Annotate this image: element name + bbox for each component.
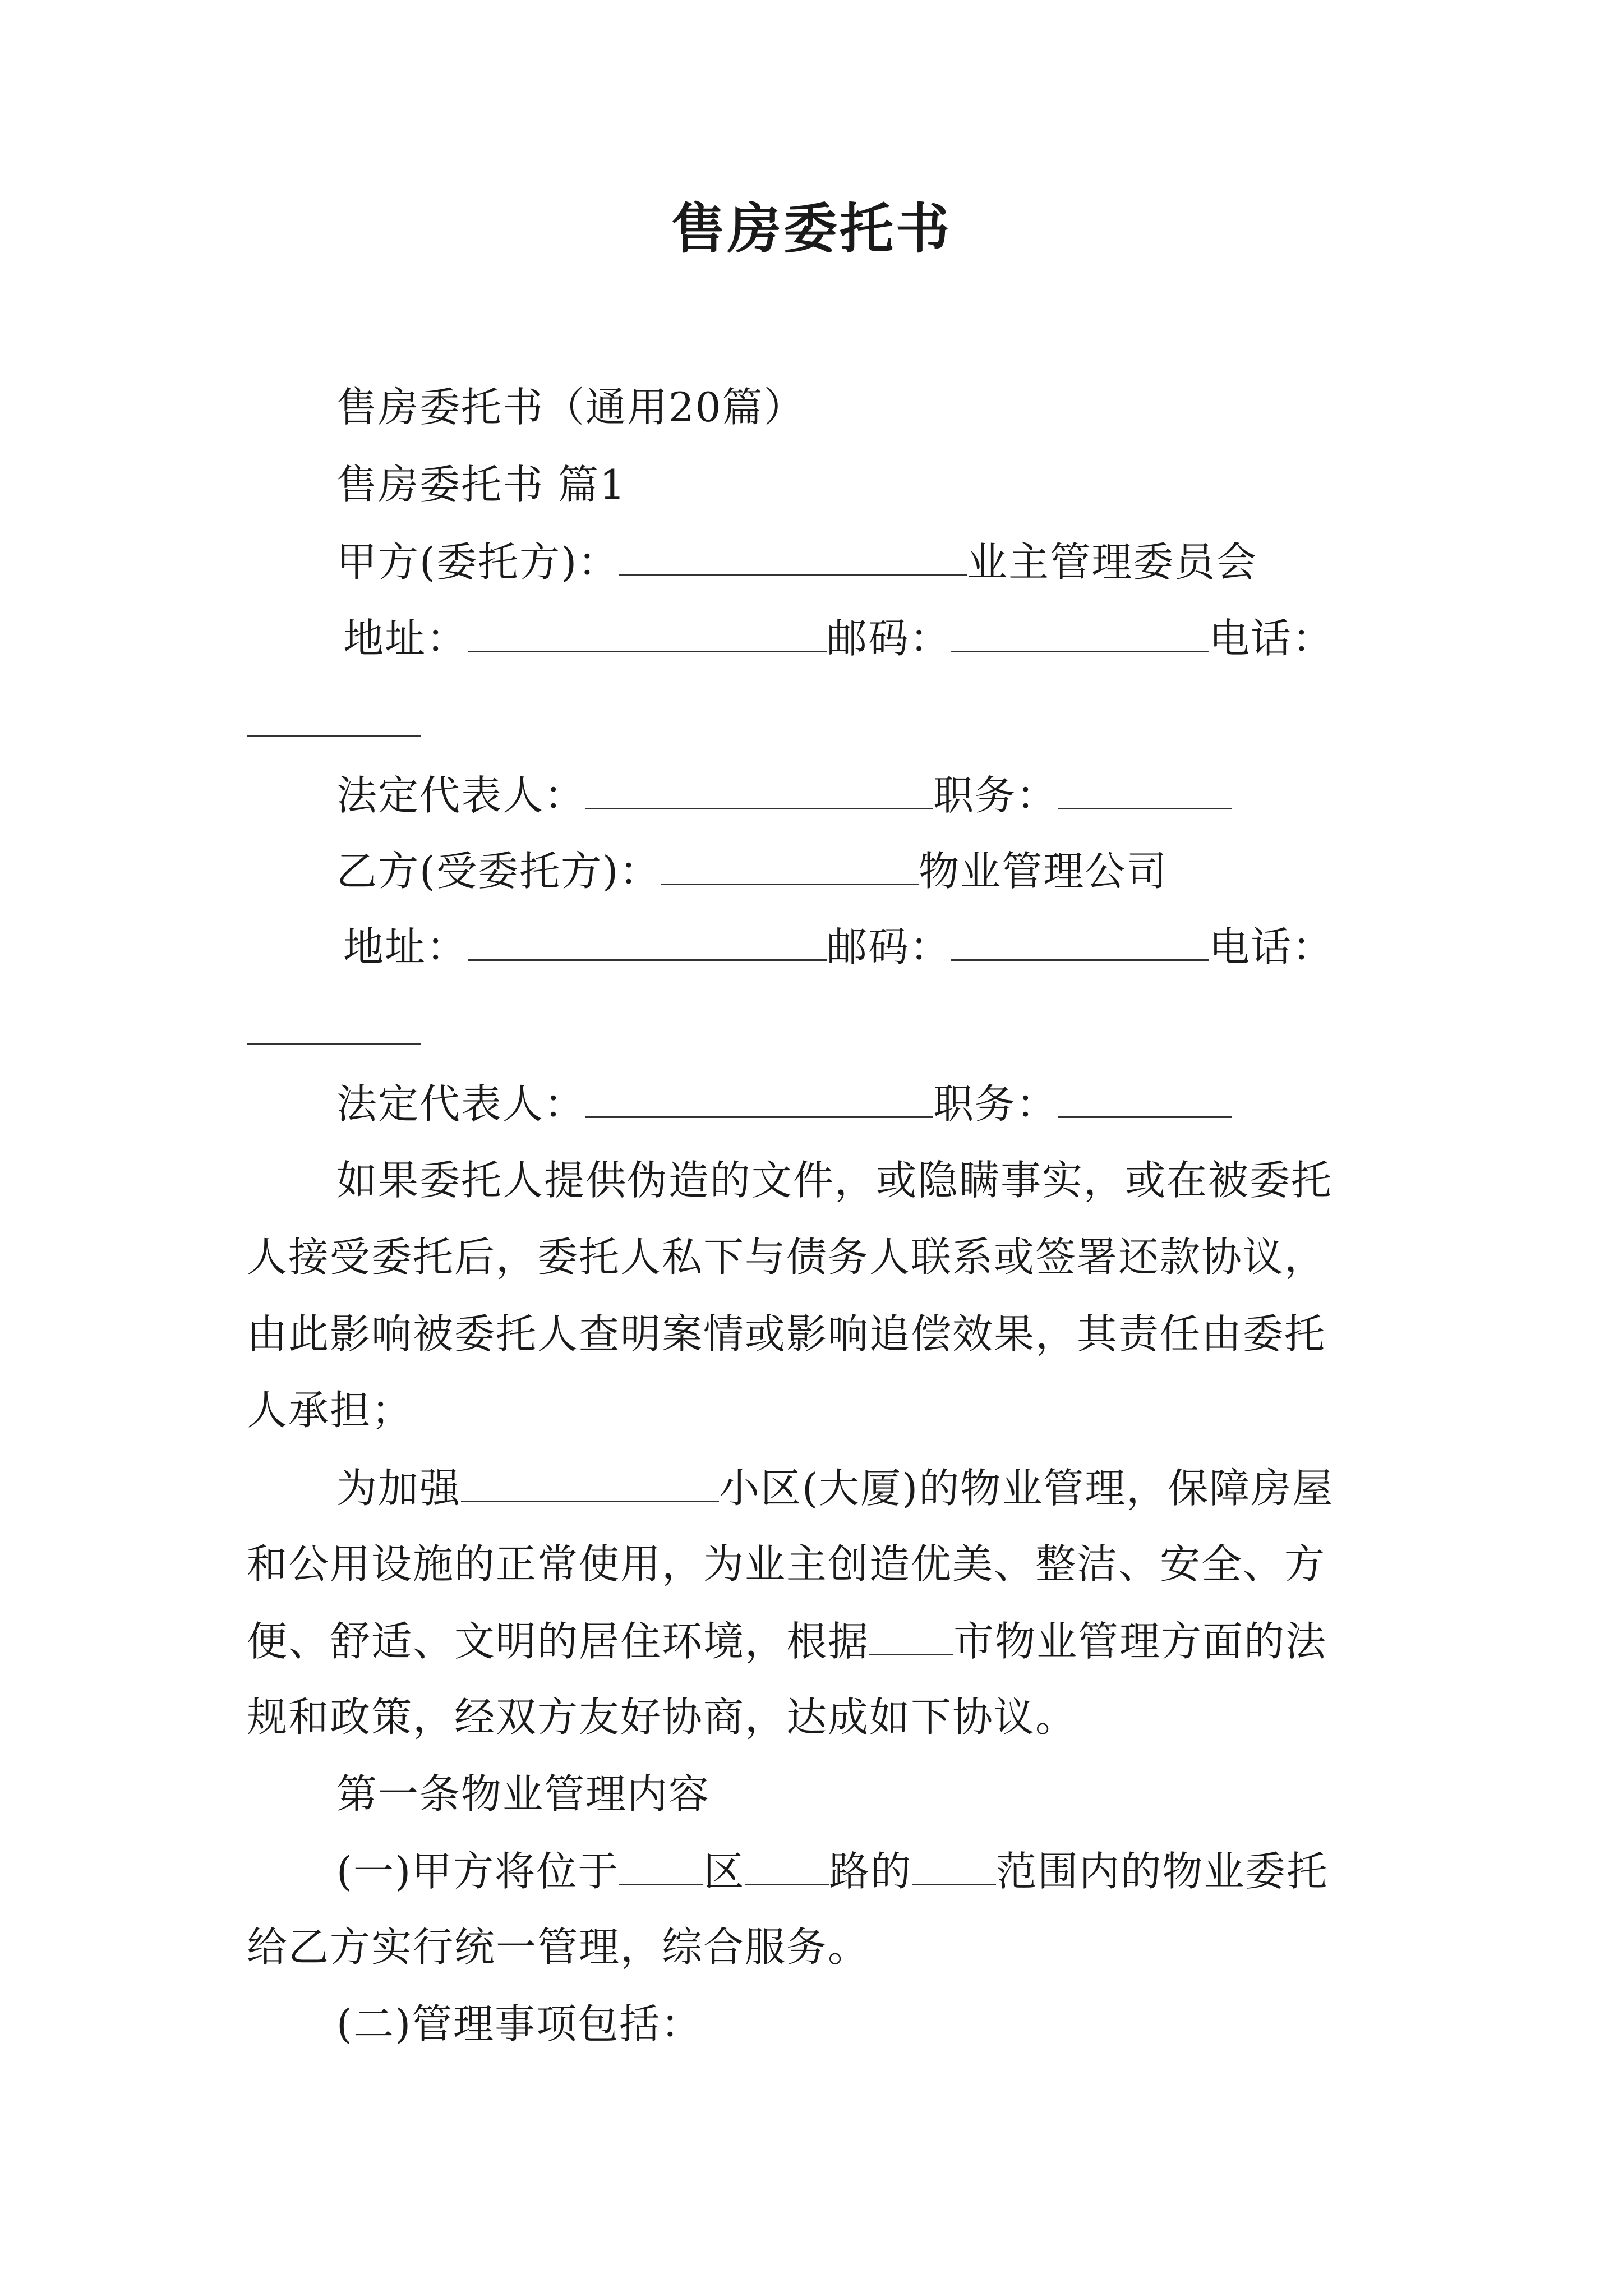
party-a-address-label: 地址：	[343, 615, 468, 662]
party-a-phone-blank[interactable]	[247, 735, 421, 737]
community-name-blank[interactable]	[461, 1467, 719, 1502]
party-b-rep-blank[interactable]	[585, 1083, 933, 1118]
party-b-name-blank[interactable]	[661, 850, 919, 885]
paragraph-2-text-b: 小区(大厦)的物业管理，保障房屋	[719, 1465, 1334, 1512]
party-b-phone-blank[interactable]	[247, 1043, 421, 1045]
paragraph-2-text-c: 便、舒适、文明的居住环境，根据	[247, 1618, 870, 1665]
party-a-postcode-label: 邮码：	[827, 615, 952, 662]
party-a-rep-label: 法定代表人：	[336, 772, 586, 819]
section-heading: 售房委托书 篇1	[336, 461, 626, 508]
paragraph-1-line-4: 人承担；	[247, 1387, 413, 1434]
article-1-heading: 第一条物业管理内容	[336, 1770, 711, 1818]
paragraph-1-line-3: 由此影响被委托人查明案情或影响追偿效果，其责任由委托	[247, 1310, 1326, 1358]
party-b-postcode-blank[interactable]	[951, 926, 1209, 961]
party-b-suffix: 物业管理公司	[919, 848, 1168, 895]
article-1-item-1-text-d: 范围内的物业委托	[996, 1848, 1329, 1895]
paragraph-2-line-4: 规和政策，经双方友好协商，达成如下协议。	[247, 1694, 1077, 1741]
document-title: 售房委托书	[671, 197, 952, 260]
article-1-item-1-line-1	[336, 1848, 1329, 1895]
party-b-position-blank[interactable]	[1058, 1083, 1232, 1118]
article-1-item-1-text-c: 路的	[829, 1848, 912, 1895]
paragraph-2-line-2: 和公用设施的正常使用，为业主创造优美、整洁、安全、方	[247, 1540, 1326, 1588]
party-a-postcode-blank[interactable]	[951, 617, 1209, 652]
party-b-line	[336, 848, 1168, 895]
party-b-address-blank[interactable]	[468, 926, 827, 961]
party-a-address-blank[interactable]	[468, 617, 827, 652]
paragraph-1-line-2: 人接受委托后，委托人私下与债务人联系或签署还款协议，	[247, 1234, 1326, 1281]
party-a-rep-line	[336, 772, 1232, 819]
paragraph-2-line-1	[336, 1465, 1334, 1512]
city-name-blank[interactable]	[869, 1620, 953, 1655]
party-a-label: 甲方(委托方)：	[336, 539, 620, 586]
district-blank[interactable]	[619, 1850, 703, 1885]
party-b-position-label: 职务：	[933, 1080, 1058, 1128]
article-1-item-1-text-a: (一)甲方将位于	[336, 1848, 620, 1895]
party-b-phone-label: 电话：	[1209, 923, 1334, 970]
range-blank[interactable]	[912, 1850, 996, 1885]
party-b-label: 乙方(受委托方)：	[336, 848, 661, 895]
paragraph-2-text-d: 市物业管理方面的法	[953, 1618, 1327, 1665]
party-a-phone-label: 电话：	[1209, 615, 1334, 662]
party-a-position-label: 职务：	[933, 772, 1058, 819]
party-b-postcode-label: 邮码：	[827, 923, 952, 970]
document-subtitle: 售房委托书（通用20篇）	[336, 384, 805, 431]
party-a-position-blank[interactable]	[1058, 774, 1232, 809]
article-1-item-1-line-2: 给乙方实行统一管理，综合服务。	[247, 1924, 870, 1971]
party-a-rep-blank[interactable]	[585, 774, 933, 809]
party-a-name-blank[interactable]	[619, 541, 967, 576]
party-b-address-line	[343, 923, 1334, 970]
article-1-item-1-text-b: 区	[703, 1848, 745, 1895]
party-b-rep-label: 法定代表人：	[336, 1080, 586, 1128]
party-a-address-line	[343, 615, 1334, 662]
article-1-item-2: (二)管理事项包括：	[336, 2000, 703, 2047]
paragraph-1-line-1: 如果委托人提供伪造的文件，或隐瞒事实，或在被委托	[336, 1157, 1333, 1204]
road-blank[interactable]	[745, 1850, 829, 1885]
party-b-address-label: 地址：	[343, 923, 468, 970]
party-b-rep-line	[336, 1080, 1232, 1128]
paragraph-2-line-3	[247, 1618, 1327, 1665]
paragraph-2-text-a: 为加强	[336, 1465, 462, 1512]
party-a-suffix: 业主管理委员会	[967, 539, 1258, 586]
party-a-line	[336, 539, 1258, 586]
